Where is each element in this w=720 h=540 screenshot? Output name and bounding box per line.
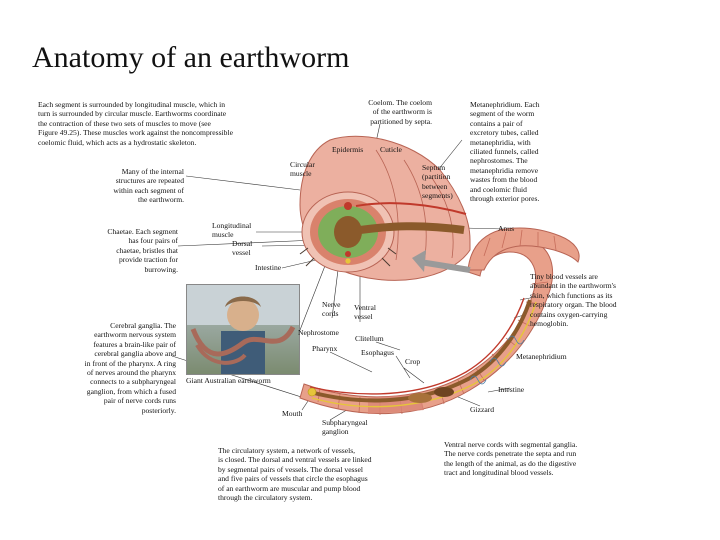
photo-caption: Giant Australian earthworm bbox=[186, 376, 271, 385]
metanephridium-description: Metanephridium. Each segment of the worm contains a pair of excretory tubes, called metanephridia, with ciliated funnels, called nephrostomes. The metanephridia remove wastes from the blood and coelomic fluid through exterior pores. bbox=[470, 100, 540, 204]
photo-illustration bbox=[187, 285, 299, 374]
circular-muscle-label: Circular muscle bbox=[290, 160, 315, 179]
gizzard-label: Gizzard bbox=[470, 405, 495, 414]
metanephridium-label: Metanephridium bbox=[516, 352, 567, 361]
ventral-nerve-cords-text: Ventral nerve cords with segmental ganglia. The nerve cords penetrate the septa and run the length of the animal, as do the digestive tract and longitudinal blood vessels. bbox=[444, 440, 578, 478]
esophagus-label: Esophagus bbox=[361, 348, 394, 357]
cerebral-ganglia-text: Cerebral ganglia. The earthworm nervous system features a brain-like pair of cerebral ganglia above and in front of the pharynx. A ring of nerves around the pharynx connects to a subpharyngeal ganglion, from which a fused pair of nerve cords runs posteriorly. bbox=[84, 321, 176, 415]
chaetae-text: Chaetae. Each segment has four pairs of chaetae, bristles that provide traction for burrowing. bbox=[107, 227, 178, 274]
coelom-label: Coelom. The coelom of the earthworm is partitioned by septa. bbox=[368, 98, 432, 126]
page-title: Anatomy of an earthworm bbox=[32, 41, 350, 74]
clitellum-label: Clitellum bbox=[355, 334, 384, 343]
ventral-vessel-label: Ventral vessel bbox=[354, 303, 376, 322]
septum-label: Septum (partition between segments) bbox=[422, 163, 453, 201]
giant-earthworm-photo bbox=[186, 284, 300, 375]
cuticle-label: Cuticle bbox=[380, 145, 402, 154]
longitudinal-muscle-label: Longitudinal muscle bbox=[212, 221, 252, 240]
subpharyngeal-ganglion-label: Subpharyngeal ganglion bbox=[322, 418, 368, 437]
intro-text: Each segment is surrounded by longitudinal muscle, which in turn is surrounded by circular muscle. Earthworms coordinate the contraction of these two sets of muscles to move (see Figure 49.25). These muscles work against the noncompressible coelomic fluid, which acts as a hydrostatic skeleton. bbox=[38, 100, 233, 147]
intestine-top-label: Intestine bbox=[255, 263, 282, 272]
dorsal-vessel-label: Dorsal vessel bbox=[232, 239, 253, 258]
nerve-cords-label: Nerve cords bbox=[322, 300, 341, 319]
nephrostome-label: Nephrostome bbox=[298, 328, 339, 337]
segment-cutaway bbox=[300, 136, 470, 280]
pharynx-label: Pharynx bbox=[312, 344, 338, 353]
crop-label: Crop bbox=[405, 357, 421, 366]
intestine-bottom-label: Intestine bbox=[498, 385, 525, 394]
blood-vessels-text: Tiny blood vessels are abundant in the earthworm's skin, which functions as its respiratory organ. The blood contains oxygen-carrying hemoglobin. bbox=[530, 272, 617, 329]
anus-label: Anus bbox=[498, 224, 515, 233]
circulatory-system-text: The circulatory system, a network of vessels, is closed. The dorsal and ventral vessels are linked by segmental pairs of vessels. The dorsal vessel and five pairs of vessels that circle the esophagus of an earthworm are muscular and pump blood through the circulatory system. bbox=[218, 446, 372, 503]
internal-structures-text: Many of the internal structures are repeated within each segment of the earthworm. bbox=[113, 167, 184, 205]
mouth-label: Mouth bbox=[282, 409, 303, 418]
epidermis-label: Epidermis bbox=[332, 145, 364, 154]
